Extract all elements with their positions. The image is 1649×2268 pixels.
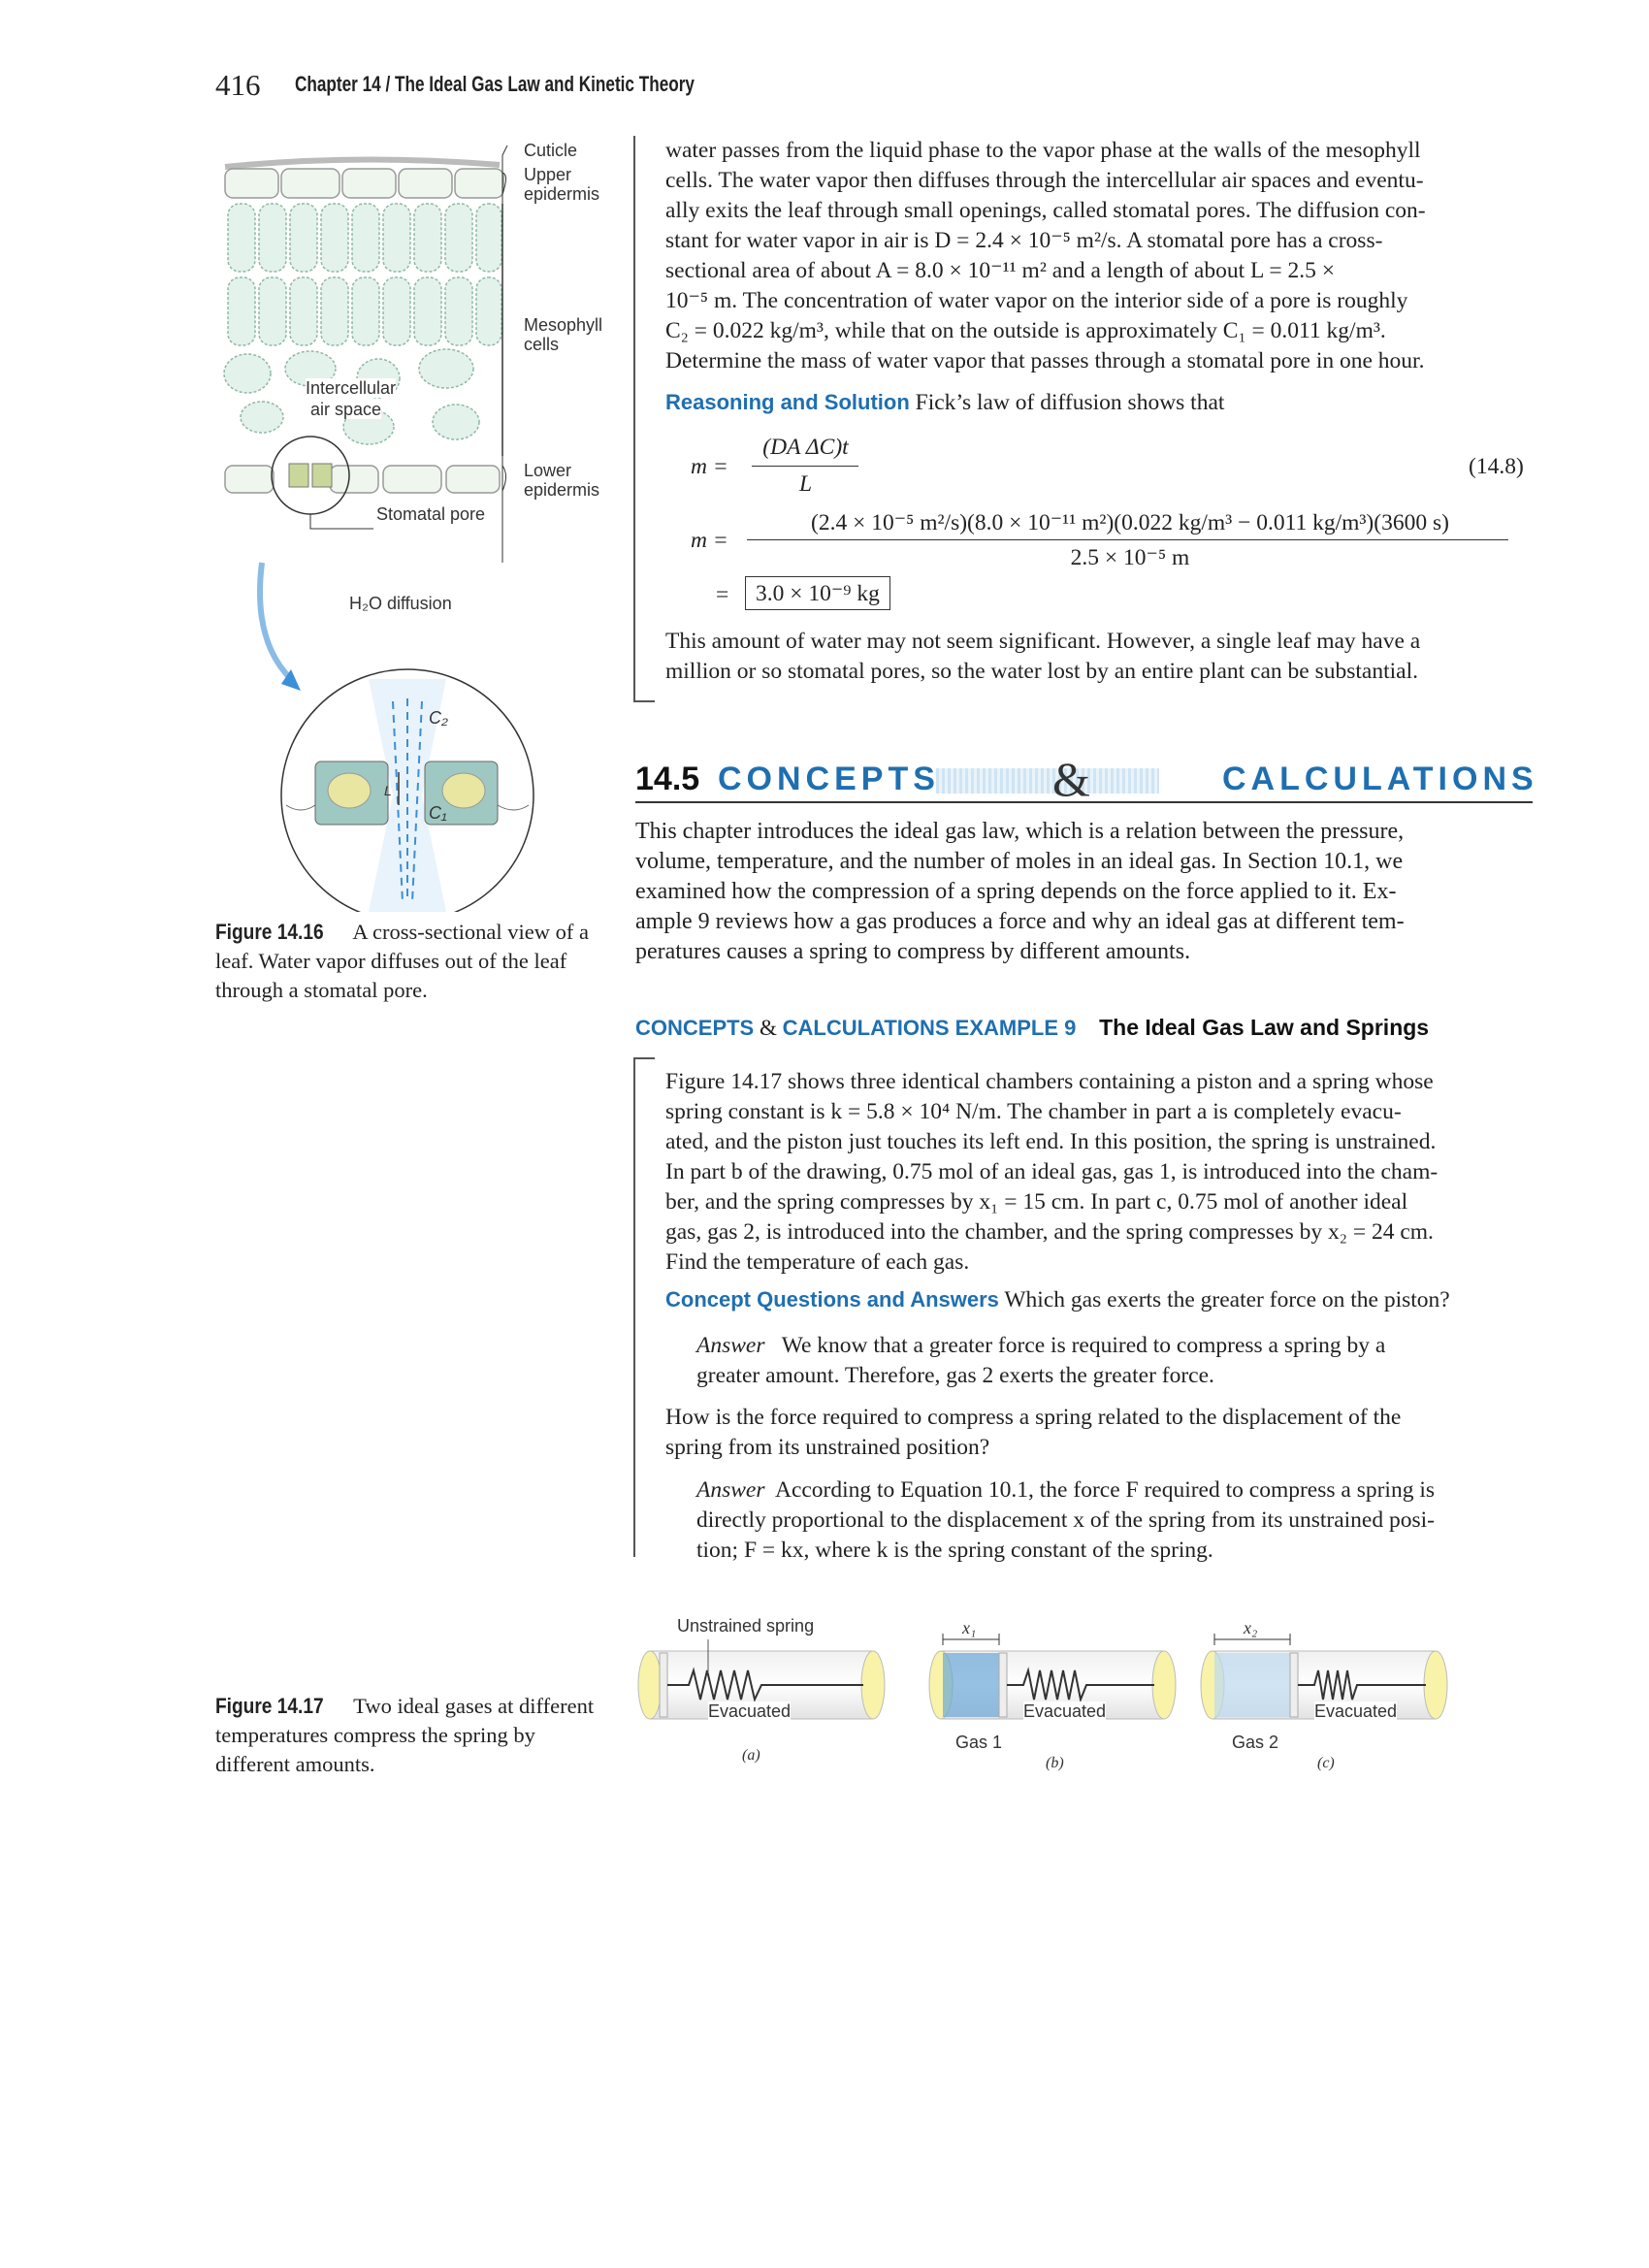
label-unstrained-spring: Unstrained spring xyxy=(677,1616,815,1636)
text-line: cells. The water vapor then diffuses through the intercellular air spaces and eventu- xyxy=(665,168,1424,193)
section-amp: & xyxy=(1052,752,1090,806)
text-line: ber, and the spring compresses by x₁ = 15 cm. In part c, 0.75 mol of another ideal xyxy=(665,1189,1408,1215)
eq1-denominator: L xyxy=(798,471,813,497)
text-line: examined how the compression of a spring depends on the force applied to it. Ex- xyxy=(635,879,1397,904)
example9-left-bar xyxy=(633,1057,635,1557)
answer-2 xyxy=(696,1475,1534,1566)
label-x2: x₂ xyxy=(1244,1618,1258,1637)
answer-text: We know that a greater force is required to compress a spring by a xyxy=(781,1333,1386,1358)
eq3-lhs: = xyxy=(716,582,729,607)
text-line: Determine the mass of water vapor that passes through a stomatal pore in one hour. xyxy=(665,348,1425,373)
label-part-a: (a) xyxy=(742,1747,760,1764)
text-line: This amount of water may not seem significant. However, a single leaf may have a xyxy=(665,629,1421,654)
label-h2o-diffusion: H₂O diffusion xyxy=(349,594,452,613)
example-continued-text xyxy=(665,136,1534,376)
question-2 xyxy=(665,1403,1534,1463)
text-line: spring from its unstrained position? xyxy=(665,1435,990,1460)
figure-14-17-caption xyxy=(215,1692,598,1779)
gas-chambers-diagram xyxy=(630,1610,1542,1785)
figure-14-17-label: Figure 14.17 xyxy=(215,1694,324,1718)
eq2-numerator: (2.4 × 10⁻⁵ m²/s)(8.0 × 10⁻¹¹ m²)(0.022 kg/m³ − 0.011 kg/m³)(3600 s) xyxy=(811,510,1449,535)
section-concepts: CONCEPTS xyxy=(718,761,940,797)
figure-14-17 xyxy=(630,1610,1542,1785)
text-line: In part b of the drawing, 0.75 mol of an ideal gas, gas 1, is introduced into the cham- xyxy=(665,1159,1439,1184)
label-evacuated-c: Evacuated xyxy=(1314,1701,1398,1721)
figure-14-16-label: Figure 14.16 xyxy=(215,920,324,944)
example9-calc: CALCULATIONS EXAMPLE 9 xyxy=(782,1016,1077,1040)
label-mesophyll-1: Mesophyll xyxy=(524,315,603,335)
eq2-fraction-line xyxy=(747,539,1508,540)
label-evacuated-a: Evacuated xyxy=(708,1701,792,1721)
label-l: L xyxy=(384,783,392,798)
eq3-result: 3.0 × 10⁻⁹ kg xyxy=(745,576,890,610)
label-intercellular-1: Intercellular xyxy=(306,378,397,398)
label-cuticle: Cuticle xyxy=(524,141,578,160)
text-line: directly proportional to the displacement x of the spring from its unstrained posi- xyxy=(696,1507,1435,1533)
text-line: volume, temperature, and the number of moles in an ideal gas. In Section 10.1, we xyxy=(635,849,1404,874)
answer-1 xyxy=(696,1331,1534,1391)
label-part-c: (c) xyxy=(1317,1755,1335,1771)
eq2-denominator: 2.5 × 10⁻⁵ m xyxy=(1070,545,1190,570)
example9-problem xyxy=(665,1067,1534,1278)
label-gas-2: Gas 2 xyxy=(1232,1733,1279,1752)
section-number: 14.5 xyxy=(635,761,700,797)
eq1-fraction-line xyxy=(752,466,858,467)
text-line: This chapter introduces the ideal gas law, which is a relation between the pressure, xyxy=(635,819,1405,844)
eq1-lhs: m = xyxy=(691,454,728,479)
example9-bar-head xyxy=(633,1057,655,1059)
section-intro xyxy=(635,817,1533,967)
eq2-lhs: m = xyxy=(691,528,728,553)
label-upper-epidermis-1: Upper xyxy=(524,165,572,184)
reasoning-text: Fick’s law of diffusion shows that xyxy=(915,390,1225,415)
figure-14-16-caption xyxy=(215,918,598,1005)
label-gas-1: Gas 1 xyxy=(955,1733,1003,1752)
reasoning-label: Reasoning and Solution xyxy=(665,390,910,414)
figure-14-16-text: A cross-sectional view of a leaf. Water vapor diffuses out of the leaf through a stomatal pore. xyxy=(215,920,590,1002)
text-line xyxy=(696,1331,1534,1361)
text-line: sectional area of about A = 8.0 × 10⁻¹¹ m² and a length of about L = 2.5 × xyxy=(665,258,1336,283)
heading-gradient-bar xyxy=(936,768,1159,794)
text-line: ally exits the leaf through small openings, called stomatal pores. The diffusion con- xyxy=(665,198,1426,223)
label-lower-epidermis-2: epidermis xyxy=(524,480,600,500)
label-intercellular-2: air space xyxy=(310,400,382,419)
figure-14-17-text: Two ideal gases at different temperatures compress the spring by different amounts. xyxy=(215,1694,595,1776)
text-line: tion; F = kx, where k is the spring constant of the spring. xyxy=(696,1538,1213,1563)
text-line: ample 9 reviews how a gas produces a force and why an ideal gas at different tem- xyxy=(635,909,1405,934)
chapter-title: Chapter 14 / The Ideal Gas Law and Kinetic Theory xyxy=(295,72,695,96)
label-evacuated-b: Evacuated xyxy=(1023,1701,1107,1721)
example-left-bar xyxy=(633,136,635,701)
eq1-number: (14.8) xyxy=(1469,454,1524,479)
closing-text xyxy=(665,627,1534,687)
label-mesophyll-2: cells xyxy=(524,335,560,354)
example9-header xyxy=(635,1015,1429,1041)
concept-question-1 xyxy=(665,1287,1450,1313)
label-x1: x₁ xyxy=(962,1618,977,1637)
text-line: Find the temperature of each gas. xyxy=(665,1249,970,1275)
label-c2: C₂ xyxy=(429,708,448,728)
text-line: ated, and the piston just touches its left end. In this position, the spring is unstrained. xyxy=(665,1129,1437,1154)
section-heading xyxy=(635,752,1538,806)
text-line: million or so stomatal pores, so the water lost by an entire plant can be substantial. xyxy=(665,659,1418,684)
label-lower-epidermis-1: Lower xyxy=(524,461,572,480)
text-line: greater amount. Therefore, gas 2 exerts the greater force. xyxy=(696,1363,1214,1388)
example-bar-foot xyxy=(633,700,655,702)
text-line: C₂ = 0.022 kg/m³, while that on the outside is approximately C₁ = 0.011 kg/m³. xyxy=(665,318,1386,343)
reasoning-line xyxy=(665,390,1224,416)
text-line xyxy=(696,1475,1534,1506)
label-upper-epidermis-2: epidermis xyxy=(524,184,600,204)
answer-word: Answer xyxy=(696,1477,765,1503)
eq1-numerator: (DA ΔC)t xyxy=(762,435,849,460)
example9-title: The Ideal Gas Law and Springs xyxy=(1099,1015,1430,1040)
answer-word: Answer xyxy=(696,1333,765,1358)
concept-questions-label: Concept Questions and Answers xyxy=(665,1287,999,1312)
label-part-b: (b) xyxy=(1046,1755,1064,1771)
text-line: spring constant is k = 5.8 × 10⁴ N/m. The chamber in part a is completely evacu- xyxy=(665,1099,1402,1124)
leaf-cross-section-diagram xyxy=(213,136,621,912)
text-line: Figure 14.17 shows three identical chambers containing a piston and a spring whose xyxy=(665,1069,1434,1094)
text-line: How is the force required to compress a spring related to the displacement of the xyxy=(665,1405,1402,1430)
text-line: 10⁻⁵ m. The concentration of water vapor on the interior side of a pore is roughly xyxy=(665,288,1408,313)
answer-text: According to Equation 10.1, the force F required to compress a spring is xyxy=(774,1477,1435,1503)
section-calculations: CALCULATIONS xyxy=(1222,761,1538,797)
page-number: 416 xyxy=(215,68,261,102)
text-line: stant for water vapor in air is D = 2.4 × 10⁻⁵ m²/s. A stomatal pore has a cross- xyxy=(665,228,1383,253)
text-line: gas, gas 2, is introduced into the chamber, and the spring compresses by x₂ = 24 cm. xyxy=(665,1219,1434,1245)
label-stomatal-pore: Stomatal pore xyxy=(376,504,486,524)
text-line: peratures causes a spring to compress by different amounts. xyxy=(635,939,1191,964)
label-c1: C₁ xyxy=(429,803,447,823)
question-1-text: Which gas exerts the greater force on the piston? xyxy=(1004,1287,1450,1312)
figure-14-16 xyxy=(213,136,621,912)
text-line: water passes from the liquid phase to the vapor phase at the walls of the mesophyll xyxy=(665,138,1421,163)
example9-amp: & xyxy=(760,1016,777,1040)
example9-concepts: CONCEPTS xyxy=(635,1016,755,1040)
